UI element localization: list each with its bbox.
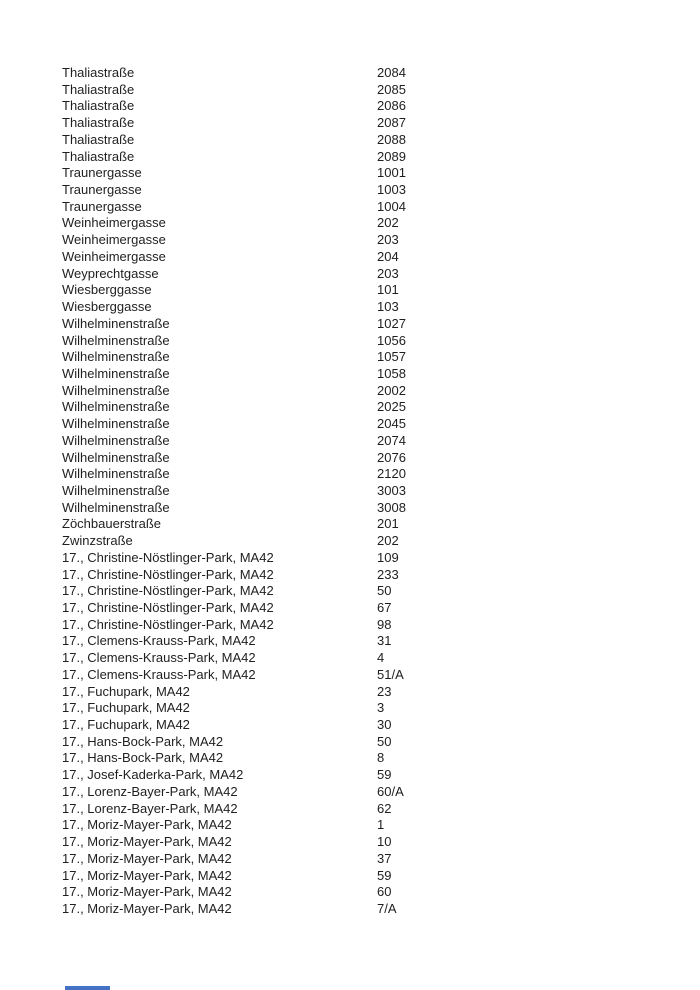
house-number: 201 [377, 516, 399, 532]
street-name: Thaliastraße [62, 131, 135, 147]
list-row [62, 483, 690, 500]
street-name: Thaliastraße [62, 115, 135, 131]
street-name: Zöchbauerstraße [62, 516, 161, 532]
list-row [62, 600, 690, 617]
street-name: 17., Moriz-Mayer-Park, MA42 [62, 900, 232, 916]
list-row [62, 667, 690, 684]
street-name: Traunergasse [62, 198, 142, 214]
street-name: 17., Christine-Nöstlinger-Park, MA42 [62, 600, 274, 615]
street-name: 17., Clemens-Krauss-Park, MA42 [62, 666, 256, 682]
list-row [62, 550, 690, 567]
list-row [62, 182, 690, 199]
house-number: 2074 [377, 432, 406, 448]
list-row [62, 884, 690, 901]
house-number: 37 [377, 850, 392, 866]
list-row [62, 650, 690, 667]
house-number: 8 [377, 750, 385, 766]
list-row [62, 299, 690, 316]
street-name: Wilhelminenstraße [62, 332, 170, 348]
street-name: Wilhelminenstraße [62, 349, 170, 365]
list-row [62, 366, 690, 383]
list-row [62, 249, 690, 266]
list-row [62, 851, 690, 868]
street-name: Thaliastraße [62, 65, 135, 80]
street-name: Thaliastraße [62, 98, 135, 114]
street-name: 17., Moriz-Mayer-Park, MA42 [62, 817, 232, 833]
house-number: 3 [377, 700, 385, 716]
list-row [62, 567, 690, 584]
street-name: 17., Lorenz-Bayer-Park, MA42 [62, 783, 238, 799]
street-name: Traunergasse [62, 182, 142, 198]
house-number: 233 [377, 566, 399, 582]
list-row [62, 333, 690, 350]
street-name: Wiesberggasse [62, 282, 152, 298]
house-number: 31 [377, 633, 392, 649]
house-number: 2085 [377, 81, 406, 97]
street-name: Thaliastraße [62, 148, 135, 164]
street-name: 17., Moriz-Mayer-Park, MA42 [62, 867, 232, 883]
list-row [62, 132, 690, 149]
house-number: 50 [377, 583, 392, 599]
list-row [62, 684, 690, 701]
list-row [62, 98, 690, 115]
street-name: Zwinzstraße [62, 533, 133, 549]
street-name: Wilhelminenstraße [62, 315, 170, 331]
list-row [62, 450, 690, 467]
street-name: Wiesberggasse [62, 299, 152, 315]
street-name: 17., Fuchupark, MA42 [62, 683, 190, 699]
list-row [62, 700, 690, 717]
street-name: 17., Josef-Kaderka-Park, MA42 [62, 767, 244, 783]
house-number: 2087 [377, 115, 406, 131]
street-name: Wilhelminenstraße [62, 449, 170, 465]
list-row [62, 416, 690, 433]
street-name: 17., Hans-Bock-Park, MA42 [62, 733, 224, 749]
street-name: 17., Clemens-Krauss-Park, MA42 [62, 650, 256, 666]
list-row [62, 149, 690, 166]
list-row [62, 834, 690, 851]
house-number: 202 [377, 533, 399, 549]
house-number: 1057 [377, 349, 406, 365]
house-number: 30 [377, 717, 392, 733]
house-number: 202 [377, 215, 399, 231]
street-name: 17., Christine-Nöstlinger-Park, MA42 [62, 549, 274, 565]
street-name: 17., Christine-Nöstlinger-Park, MA42 [62, 566, 274, 582]
house-number: 101 [377, 282, 399, 298]
street-name: Wilhelminenstraße [62, 399, 170, 415]
house-number: 109 [377, 549, 399, 565]
street-name: Wilhelminenstraße [62, 365, 170, 381]
clipped-blue-bar [65, 986, 110, 990]
house-number: 1003 [377, 182, 406, 198]
house-number: 203 [377, 265, 399, 281]
street-name: 17., Clemens-Krauss-Park, MA42 [62, 633, 256, 649]
house-number: 50 [377, 733, 392, 749]
street-name: 17., Fuchupark, MA42 [62, 700, 190, 716]
house-number: 1001 [377, 165, 406, 181]
house-number: 2076 [377, 449, 406, 465]
house-number: 4 [377, 650, 385, 666]
house-number: 60 [377, 884, 392, 900]
list-row [62, 617, 690, 634]
list-row [62, 901, 690, 918]
list-row [62, 383, 690, 400]
house-number: 1004 [377, 198, 406, 214]
house-number: 7/A [377, 900, 397, 916]
house-number: 3008 [377, 499, 406, 515]
list-row [62, 316, 690, 333]
list-row [62, 500, 690, 517]
house-number: 2025 [377, 399, 406, 415]
house-number: 2089 [377, 148, 406, 164]
street-name: Weinheimergasse [62, 232, 166, 248]
street-name: 17., Moriz-Mayer-Park, MA42 [62, 850, 232, 866]
list-row [62, 65, 690, 82]
list-row [62, 232, 690, 249]
list-row [62, 717, 690, 734]
street-name: Traunergasse [62, 165, 142, 181]
list-row [62, 583, 690, 600]
street-name: Wilhelminenstraße [62, 432, 170, 448]
house-number: 2002 [377, 382, 406, 398]
street-name: 17., Moriz-Mayer-Park, MA42 [62, 834, 232, 850]
list-row [62, 266, 690, 283]
street-name: Weyprechtgasse [62, 265, 159, 281]
street-name: Thaliastraße [62, 81, 135, 97]
house-number: 1 [377, 817, 385, 833]
house-number: 59 [377, 867, 392, 883]
house-number: 10 [377, 834, 392, 850]
list-row [62, 633, 690, 650]
list-row [62, 734, 690, 751]
street-name: 17., Christine-Nöstlinger-Park, MA42 [62, 583, 274, 599]
street-name: 17., Lorenz-Bayer-Park, MA42 [62, 800, 238, 816]
house-number: 60/A [377, 783, 404, 799]
house-number: 103 [377, 299, 399, 315]
house-number: 203 [377, 232, 399, 248]
street-name: Weinheimergasse [62, 215, 166, 231]
house-number: 51/A [377, 666, 404, 682]
list-row [62, 215, 690, 232]
list-row [62, 868, 690, 885]
list-row [62, 817, 690, 834]
list-row [62, 784, 690, 801]
house-number: 1058 [377, 365, 406, 381]
street-name: 17., Moriz-Mayer-Park, MA42 [62, 884, 232, 900]
street-list [62, 65, 690, 918]
list-row [62, 750, 690, 767]
street-name: Weinheimergasse [62, 248, 166, 264]
street-name: Wilhelminenstraße [62, 382, 170, 398]
street-name: Wilhelminenstraße [62, 482, 170, 498]
list-row [62, 282, 690, 299]
house-number: 62 [377, 800, 392, 816]
street-name: 17., Hans-Bock-Park, MA42 [62, 750, 224, 766]
house-number: 2088 [377, 131, 406, 147]
house-number: 3003 [377, 482, 406, 498]
house-number: 1027 [377, 315, 406, 331]
list-row [62, 165, 690, 182]
house-number: 59 [377, 767, 392, 783]
street-name: 17., Christine-Nöstlinger-Park, MA42 [62, 616, 274, 632]
list-row [62, 115, 690, 132]
street-name: Wilhelminenstraße [62, 466, 170, 482]
house-number: 2084 [377, 65, 406, 80]
list-row [62, 82, 690, 99]
list-row [62, 399, 690, 416]
street-name: Wilhelminenstraße [62, 416, 170, 432]
list-row [62, 533, 690, 550]
list-row [62, 767, 690, 784]
list-row [62, 349, 690, 366]
house-number: 2045 [377, 416, 406, 432]
street-name: 17., Fuchupark, MA42 [62, 717, 190, 733]
house-number: 204 [377, 248, 399, 264]
house-number: 23 [377, 683, 392, 699]
house-number: 67 [377, 600, 392, 615]
list-row [62, 801, 690, 818]
house-number: 1056 [377, 332, 406, 348]
list-row [62, 466, 690, 483]
list-row [62, 433, 690, 450]
house-number: 98 [377, 616, 392, 632]
house-number: 2086 [377, 98, 406, 114]
list-row [62, 516, 690, 533]
list-row [62, 199, 690, 216]
house-number: 2120 [377, 466, 406, 482]
street-name: Wilhelminenstraße [62, 499, 170, 515]
